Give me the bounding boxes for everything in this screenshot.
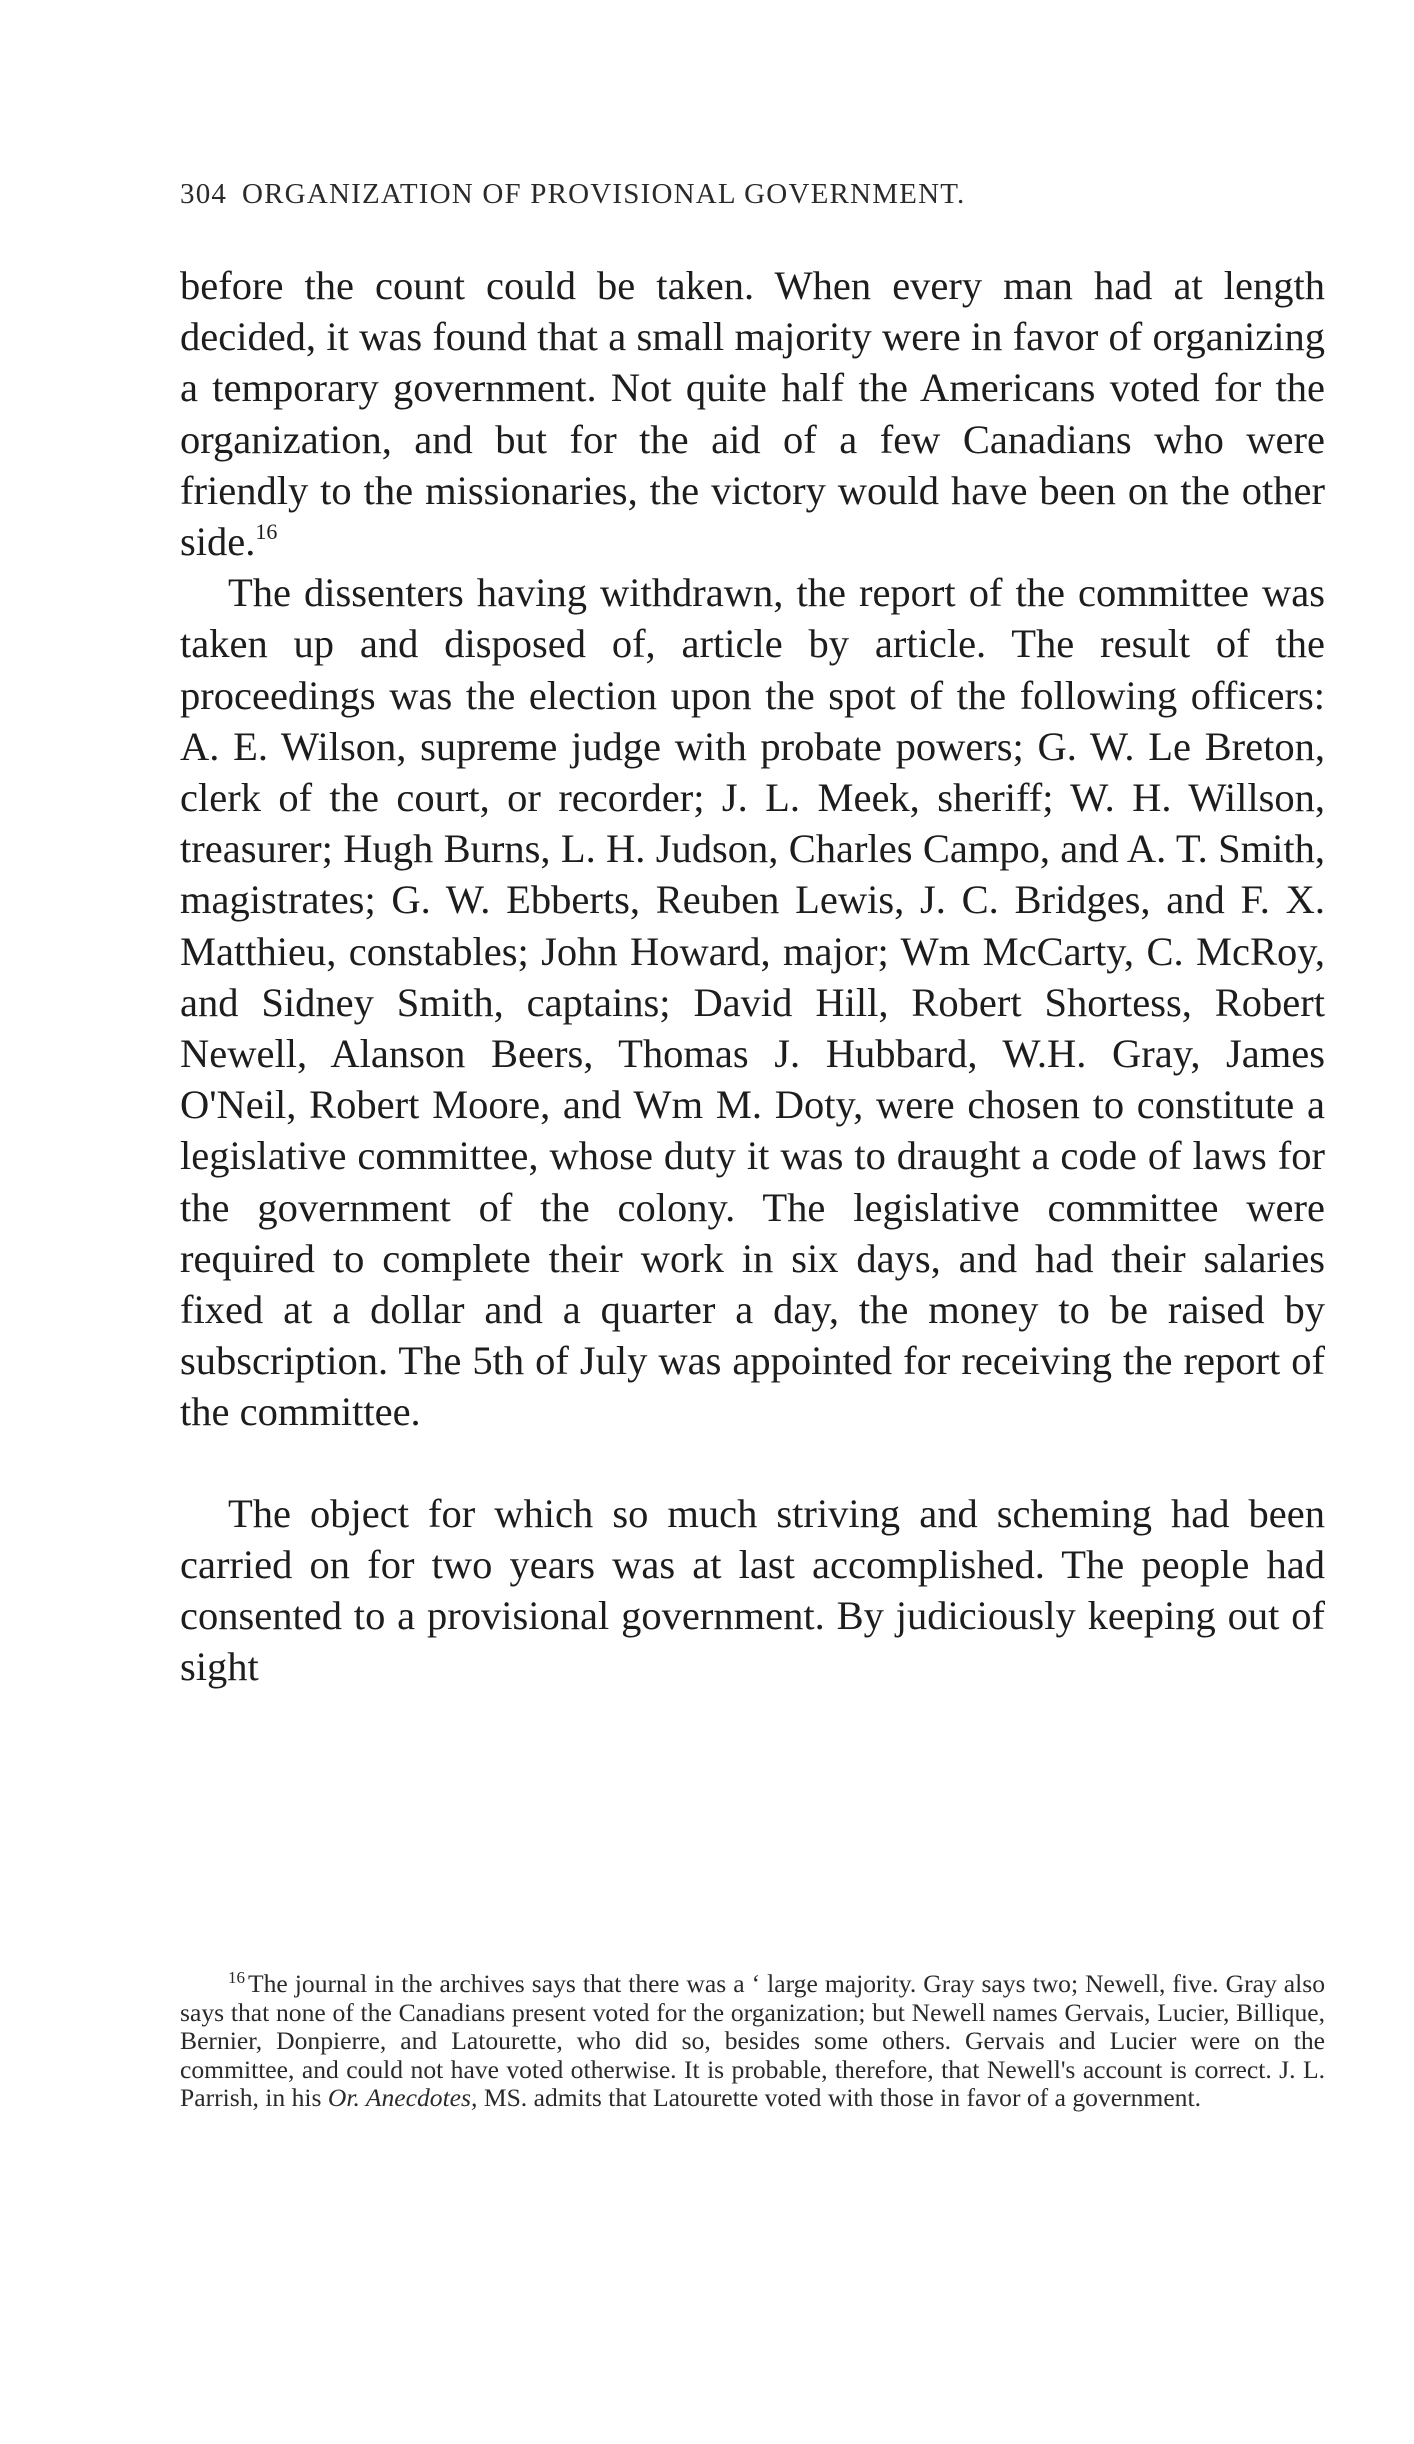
running-title: ORGANIZATION OF PROVISIONAL GOVERNMENT. bbox=[242, 178, 966, 210]
main-text bbox=[180, 260, 1325, 1692]
running-header bbox=[180, 178, 1245, 211]
footnote-16 bbox=[180, 1970, 1325, 2113]
page-number: 304 bbox=[180, 178, 228, 210]
paragraph-1-text: before the count could be taken. When every man had at length decided, it was found that a small majority were in favor of organizing a temporary government. Not quite half the Americans voted for the organization, and but for the aid of a few Canadians who were friendly to the missionaries, the victory would have been on the other side. bbox=[180, 263, 1325, 565]
footnote-mark: 16 bbox=[228, 1968, 245, 1987]
footnote-reference[interactable]: 16 bbox=[255, 519, 278, 545]
footnotes bbox=[180, 1970, 1325, 2113]
footnote-text-1: The journal in the archives says that there was a ‘ large majority. Gray says two; Newell, five. Gray also says that none of the Canadians present voted for the organization; but Newell names Gervais, Lucier, Billique, Bernier, Donpierre, and Latourette, who did so, besides some others. Gervais and Lucier were on the committee, and could not have voted otherwise. It is probable, therefore, that Newell's account is correct. J. L. Parrish, in his bbox=[180, 1969, 1325, 2113]
paragraph-1 bbox=[180, 260, 1325, 567]
footnote-citation-title: Or. Anecdotes, bbox=[327, 2083, 478, 2113]
paragraph-3: The object for which so much striving and scheming had been carried on for two years was at last accomplished. The people had consented to a provisional government. By judiciously keeping out of sight bbox=[180, 1490, 1325, 1690]
footnote-text-2: MS. admits that Latourette voted with those in favor of a government. bbox=[483, 2083, 1201, 2113]
paragraph-2: The dissenters having withdrawn, the report of the committee was taken up and disposed of, article by article. The result of the proceedings was the election upon the spot of the following officers: A. E. Wilson, supreme judge with probate powers; G. W. Le Breton, clerk of the court, or recorder; J. L. Meek, sheriff; W. H. Willson, treasurer; Hugh Burns, L. H. Judson, Charles Campo, and A. T. Smith, magistrates; G. W. Ebberts, Reuben Lewis, J. C. Bridges, and F. X. Matthieu, constables; John Howard, major; Wm McCarty, C. McRoy, and Sidney Smith, captains; David Hill, Robert Shortess, Robert Newell, Alanson Beers, Thomas J. Hubbard, W.H. Gray, James O'Neil, Robert Moore, and Wm M. Doty, were chosen to constitute a legislative committee, whose duty it was to draught a code of laws for the government of the colony. The legislative committee were required to complete their work in six days, and had their salaries fixed at a dollar and a quarter a day, the money to be raised by subscription. The 5th of July was appointed for receiving the report of the committee. bbox=[180, 570, 1325, 1435]
